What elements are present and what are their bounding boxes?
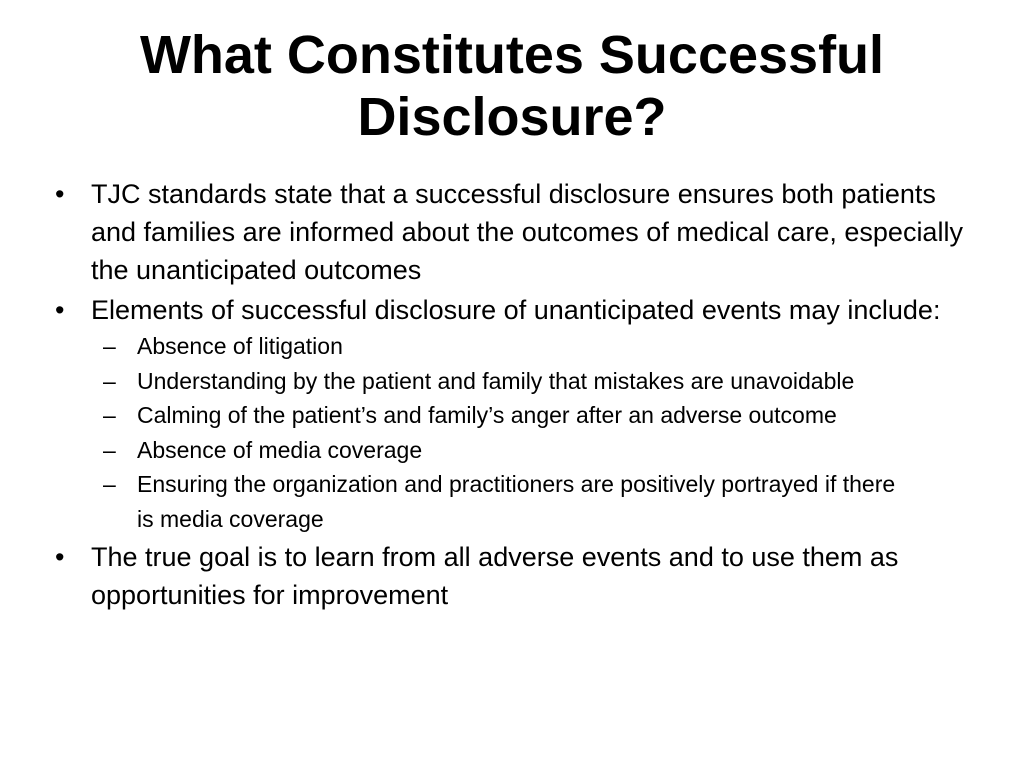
dash-marker: – — [103, 402, 116, 428]
sub-bullet-item — [0, 467, 1024, 536]
sub-bullet-list — [0, 329, 1024, 536]
dash-marker: – — [103, 471, 116, 497]
slide-body — [0, 175, 1024, 616]
dash-marker: – — [103, 367, 116, 394]
sub-bullet-text: Absence of media coverage — [137, 436, 423, 463]
bullet-marker: • — [55, 542, 65, 572]
sub-bullet-text: Ensuring the organization and practitioners are positively portrayed if there is media coverage — [137, 471, 896, 532]
dash-marker: – — [103, 436, 116, 463]
bullet-item — [0, 175, 1024, 289]
sub-bullet-item — [0, 364, 1024, 399]
sub-bullet-item — [0, 398, 1024, 433]
sub-bullet-text: Calming of the patient’s and family’s anger after an adverse outcome — [137, 402, 837, 428]
bullet-text: The true goal is to learn from all adverse events and to use them as opportunities for improvement — [91, 542, 899, 610]
bullet-marker: • — [55, 295, 65, 325]
sub-bullet-text: Understanding by the patient and family that mistakes are unavoidable — [137, 367, 855, 394]
bullet-item — [0, 291, 1024, 329]
bullet-item — [0, 538, 1024, 614]
bullet-text: Elements of successful disclosure of unanticipated events may include: — [91, 295, 941, 325]
bullet-text: TJC standards state that a successful disclosure ensures both patients and families are informed about the outcomes of medical care, especially the unanticipated outcomes — [91, 179, 963, 285]
slide-title: What Constitutes Successful Disclosure? — [139, 25, 885, 147]
sub-bullet-text: Absence of litigation — [137, 333, 343, 359]
sub-bullet-item — [0, 329, 1024, 364]
dash-marker: – — [103, 333, 116, 359]
sub-bullet-item — [0, 433, 1024, 468]
bullet-marker: • — [55, 179, 65, 209]
